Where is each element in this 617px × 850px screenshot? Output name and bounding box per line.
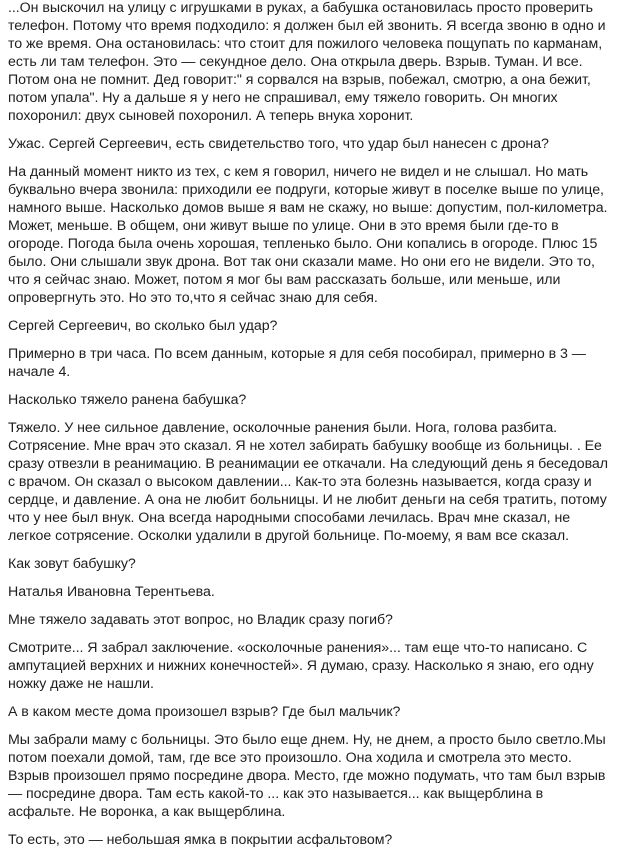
answer-paragraph: На данный момент никто из тех, с кем я говорил, ничего не видел и не слышал. Но мать буквально вчера звонила: приходили ее подруги, которые живут в поселке выше по улице, намного выше. Насколько домов выше я вам не скажу, но выше: допустим, пол-километра. Может, меньше. В общем, они живут выше по улице. Они в это время были где-то в огороде. Погода была очень хорошая, тепленько было. Они копались в огороде. Плюс 15 было. Они слышали звук дрона. Вот так они сказали маме. Но они его не видели. Это то, что я сейчас знаю. Может, потом я мог бы вам рассказать больше, или меньше, или опровергнуть это. Но это то,что я сейчас знаю для себя. — [8, 164, 608, 306]
answer-paragraph: Смотрите... Я забрал заключение. «осколочные ранения»... там еще что-то написано. С ампутацией верхних и нижних конечностей». Я думаю, сразу. Насколько я знаю, его одну ножку даже не нашли. — [8, 640, 594, 692]
question-paragraph: А в каком месте дома произошел взрыв? Где был мальчик? — [8, 704, 401, 720]
question-paragraph: Мне тяжело задавать этот вопрос, но Владик сразу погиб? — [8, 612, 393, 628]
answer-paragraph: Мы забрали маму с больницы. Это было еще днем. Ну, не днем, а просто было светло.Мы потом поехали домой, там, где все это произошло. Она ходила и смотрела это место. Взрыв произошел прямо посредине двора. Место, где можно подумать, что там был взрыв — посредине двора. Там есть какой-то ... как это называется... как выщерблина в асфальте. Не воронка, а как выщерблина. — [8, 732, 606, 820]
answer-paragraph: Наталья Ивановна Терентьева. — [8, 584, 215, 600]
answer-paragraph: ...Он выскочил на улицу с игрушками в руках, а бабушка остановилась просто проверить телефон. Потому что время подходило: я должен был ей звонить. Я всегда звоню в одно и то же время. Она остановилась: что стоит для пожилого человека пощупать по карманам, есть ли там телефон. Это — секундное дело. Она открыла дверь. Взрыв. Туман. И все. Потом она не помнит. Дед говорит:" я сорвался на взрыв, побежал, смотрю, а она бежит, потом упала". Ну а дальше я у него не спрашивал, ему тяжело говорить. Он многих похоронил: двух сыновей похоронил. А теперь внука хоронит. — [8, 0, 606, 124]
question-paragraph: Как зовут бабушку? — [8, 556, 136, 572]
answer-paragraph: Тяжело. У нее сильное давление, осколочные ранения были. Нога, голова разбита. Сотрясение. Мне врач это сказал. Я не хотел забирать бабушку вообще из больницы. . Ее сразу отвезли в реанимацию. В реанимации ее откачали. На следующий день я беседовал с врачом. Он сказал о высоком давлении... Как-то эта болезнь называется, когда сразу и сердце, и давление. А она не любит больницы. И не любит деньги на себя тратить, потому что у нее был внук. Она всегда народными способами лечилась. Врач мне сказал, не легкое сотрясение. Осколки удалили в другой больнице. По-моему, я вам все сказал. — [8, 420, 608, 544]
question-paragraph: Насколько тяжело ранена бабушка? — [8, 392, 247, 408]
question-paragraph: Сергей Сергеевич, во сколько был удар? — [8, 318, 278, 334]
answer-paragraph: Примерно в три часа. По всем данным, которые я для себя пособирал, примерно в 3 — начале 4. — [8, 346, 586, 380]
question-paragraph: Ужас. Сергей Сергеевич, есть свидетельство того, что удар был нанесен с дрона? — [8, 136, 549, 152]
question-paragraph: То есть, это — небольшая ямка в покрытии асфальтовом? — [8, 832, 393, 848]
